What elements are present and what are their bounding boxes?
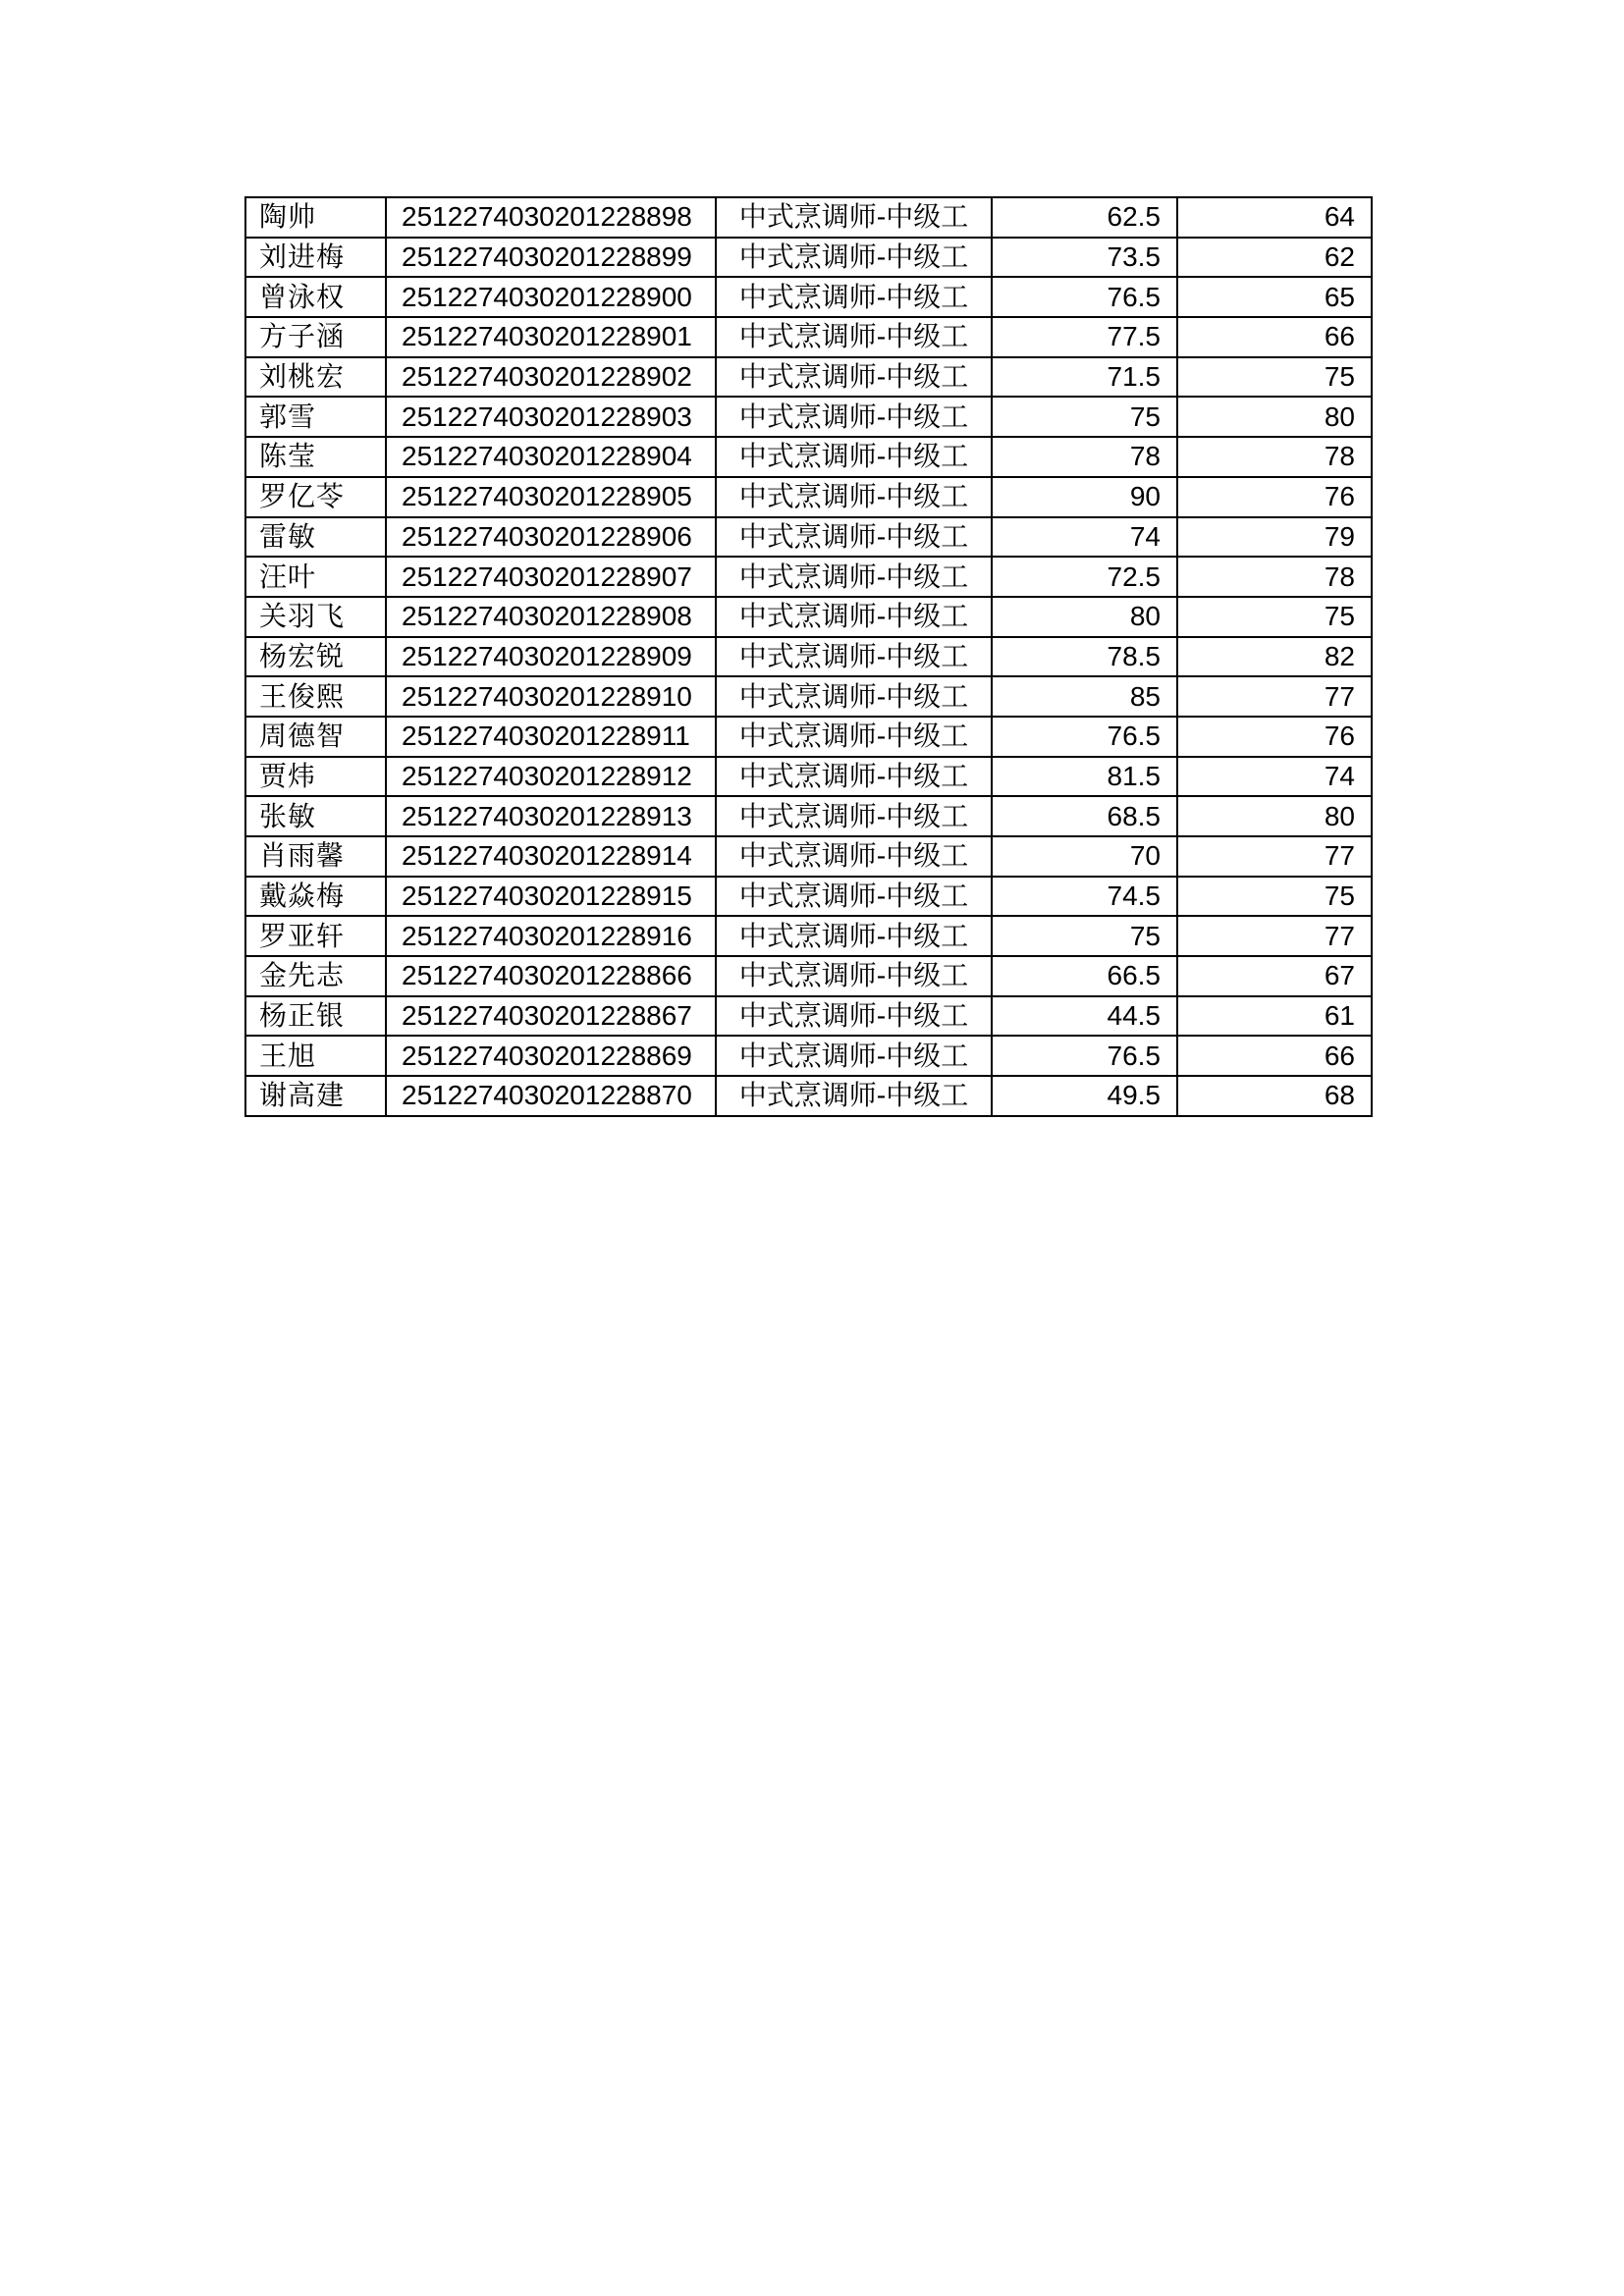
exam-id-cell: 2512274030201228914 (386, 836, 716, 877)
score1-cell: 75 (992, 397, 1177, 437)
score1-cell: 73.5 (992, 238, 1177, 278)
score-table (244, 196, 1373, 1117)
exam-id-cell: 2512274030201228870 (386, 1076, 716, 1116)
score1-cell: 72.5 (992, 557, 1177, 597)
occupation-cell: 中式烹调师-中级工 (716, 517, 992, 558)
score-table-container (244, 196, 1373, 1117)
exam-id-cell: 2512274030201228911 (386, 717, 716, 757)
occupation-cell: 中式烹调师-中级工 (716, 996, 992, 1037)
candidate-name-cell: 金先志 (245, 956, 386, 996)
score2-cell: 64 (1177, 197, 1372, 238)
score2-cell: 82 (1177, 637, 1372, 677)
exam-id-cell: 2512274030201228908 (386, 597, 716, 637)
score1-cell: 85 (992, 676, 1177, 717)
score2-cell: 76 (1177, 477, 1372, 517)
candidate-name-cell: 谢高建 (245, 1076, 386, 1116)
exam-id-cell: 2512274030201228906 (386, 517, 716, 558)
candidate-name-cell: 杨正银 (245, 996, 386, 1037)
candidate-name-cell: 张敏 (245, 796, 386, 836)
occupation-cell: 中式烹调师-中级工 (716, 597, 992, 637)
score2-cell: 79 (1177, 517, 1372, 558)
occupation-cell: 中式烹调师-中级工 (716, 676, 992, 717)
candidate-name-cell: 杨宏锐 (245, 637, 386, 677)
occupation-cell: 中式烹调师-中级工 (716, 796, 992, 836)
exam-id-cell: 2512274030201228904 (386, 437, 716, 477)
candidate-name-cell: 罗亿苓 (245, 477, 386, 517)
candidate-name-cell: 王俊熙 (245, 676, 386, 717)
table-row (245, 717, 1372, 757)
candidate-name-cell: 雷敏 (245, 517, 386, 558)
exam-id-cell: 2512274030201228909 (386, 637, 716, 677)
table-row (245, 557, 1372, 597)
score1-cell: 62.5 (992, 197, 1177, 238)
table-row (245, 796, 1372, 836)
occupation-cell: 中式烹调师-中级工 (716, 757, 992, 797)
table-row (245, 238, 1372, 278)
candidate-name-cell: 汪叶 (245, 557, 386, 597)
table-row (245, 757, 1372, 797)
candidate-name-cell: 陈莹 (245, 437, 386, 477)
exam-id-cell: 2512274030201228916 (386, 916, 716, 956)
score2-cell: 80 (1177, 796, 1372, 836)
score1-cell: 74.5 (992, 877, 1177, 917)
score2-cell: 68 (1177, 1076, 1372, 1116)
score2-cell: 74 (1177, 757, 1372, 797)
score1-cell: 76.5 (992, 1036, 1177, 1076)
exam-id-cell: 2512274030201228915 (386, 877, 716, 917)
occupation-cell: 中式烹调师-中级工 (716, 357, 992, 398)
exam-id-cell: 2512274030201228902 (386, 357, 716, 398)
candidate-name-cell: 曾泳权 (245, 277, 386, 317)
candidate-name-cell: 戴焱梅 (245, 877, 386, 917)
score2-cell: 65 (1177, 277, 1372, 317)
occupation-cell: 中式烹调师-中级工 (716, 437, 992, 477)
score-table-body (245, 197, 1372, 1116)
score2-cell: 76 (1177, 717, 1372, 757)
occupation-cell: 中式烹调师-中级工 (716, 277, 992, 317)
score2-cell: 77 (1177, 916, 1372, 956)
table-row (245, 916, 1372, 956)
table-row (245, 836, 1372, 877)
score1-cell: 75 (992, 916, 1177, 956)
score1-cell: 76.5 (992, 717, 1177, 757)
occupation-cell: 中式烹调师-中级工 (716, 238, 992, 278)
candidate-name-cell: 周德智 (245, 717, 386, 757)
table-row (245, 676, 1372, 717)
score2-cell: 75 (1177, 877, 1372, 917)
table-row (245, 517, 1372, 558)
candidate-name-cell: 罗亚轩 (245, 916, 386, 956)
occupation-cell: 中式烹调师-中级工 (716, 956, 992, 996)
table-row (245, 277, 1372, 317)
score1-cell: 70 (992, 836, 1177, 877)
exam-id-cell: 2512274030201228867 (386, 996, 716, 1037)
score1-cell: 49.5 (992, 1076, 1177, 1116)
table-row (245, 397, 1372, 437)
occupation-cell: 中式烹调师-中级工 (716, 877, 992, 917)
table-row (245, 597, 1372, 637)
candidate-name-cell: 刘桃宏 (245, 357, 386, 398)
score2-cell: 78 (1177, 437, 1372, 477)
exam-id-cell: 2512274030201228866 (386, 956, 716, 996)
exam-id-cell: 2512274030201228899 (386, 238, 716, 278)
score1-cell: 78 (992, 437, 1177, 477)
table-row (245, 637, 1372, 677)
occupation-cell: 中式烹调师-中级工 (716, 477, 992, 517)
score1-cell: 80 (992, 597, 1177, 637)
occupation-cell: 中式烹调师-中级工 (716, 916, 992, 956)
occupation-cell: 中式烹调师-中级工 (716, 557, 992, 597)
score1-cell: 66.5 (992, 956, 1177, 996)
score2-cell: 80 (1177, 397, 1372, 437)
table-row (245, 317, 1372, 357)
score2-cell: 75 (1177, 357, 1372, 398)
table-row (245, 877, 1372, 917)
occupation-cell: 中式烹调师-中级工 (716, 317, 992, 357)
occupation-cell: 中式烹调师-中级工 (716, 717, 992, 757)
occupation-cell: 中式烹调师-中级工 (716, 637, 992, 677)
exam-id-cell: 2512274030201228905 (386, 477, 716, 517)
table-row (245, 1036, 1372, 1076)
candidate-name-cell: 王旭 (245, 1036, 386, 1076)
exam-id-cell: 2512274030201228910 (386, 676, 716, 717)
candidate-name-cell: 方子涵 (245, 317, 386, 357)
table-row (245, 437, 1372, 477)
score1-cell: 77.5 (992, 317, 1177, 357)
score2-cell: 62 (1177, 238, 1372, 278)
score2-cell: 67 (1177, 956, 1372, 996)
exam-id-cell: 2512274030201228907 (386, 557, 716, 597)
score1-cell: 90 (992, 477, 1177, 517)
exam-id-cell: 2512274030201228912 (386, 757, 716, 797)
table-row (245, 477, 1372, 517)
score2-cell: 61 (1177, 996, 1372, 1037)
candidate-name-cell: 肖雨馨 (245, 836, 386, 877)
score1-cell: 68.5 (992, 796, 1177, 836)
score1-cell: 44.5 (992, 996, 1177, 1037)
score2-cell: 66 (1177, 1036, 1372, 1076)
candidate-name-cell: 郭雪 (245, 397, 386, 437)
exam-id-cell: 2512274030201228898 (386, 197, 716, 238)
table-row (245, 357, 1372, 398)
score2-cell: 77 (1177, 836, 1372, 877)
table-row (245, 197, 1372, 238)
candidate-name-cell: 陶帅 (245, 197, 386, 238)
exam-id-cell: 2512274030201228903 (386, 397, 716, 437)
occupation-cell: 中式烹调师-中级工 (716, 1036, 992, 1076)
score1-cell: 81.5 (992, 757, 1177, 797)
score2-cell: 77 (1177, 676, 1372, 717)
table-row (245, 996, 1372, 1037)
occupation-cell: 中式烹调师-中级工 (716, 836, 992, 877)
occupation-cell: 中式烹调师-中级工 (716, 197, 992, 238)
score2-cell: 66 (1177, 317, 1372, 357)
score2-cell: 78 (1177, 557, 1372, 597)
exam-id-cell: 2512274030201228869 (386, 1036, 716, 1076)
exam-id-cell: 2512274030201228913 (386, 796, 716, 836)
table-row (245, 956, 1372, 996)
occupation-cell: 中式烹调师-中级工 (716, 397, 992, 437)
score1-cell: 74 (992, 517, 1177, 558)
table-row (245, 1076, 1372, 1116)
occupation-cell: 中式烹调师-中级工 (716, 1076, 992, 1116)
score1-cell: 76.5 (992, 277, 1177, 317)
exam-id-cell: 2512274030201228901 (386, 317, 716, 357)
score1-cell: 78.5 (992, 637, 1177, 677)
candidate-name-cell: 关羽飞 (245, 597, 386, 637)
score1-cell: 71.5 (992, 357, 1177, 398)
candidate-name-cell: 贾炜 (245, 757, 386, 797)
candidate-name-cell: 刘进梅 (245, 238, 386, 278)
score2-cell: 75 (1177, 597, 1372, 637)
exam-id-cell: 2512274030201228900 (386, 277, 716, 317)
